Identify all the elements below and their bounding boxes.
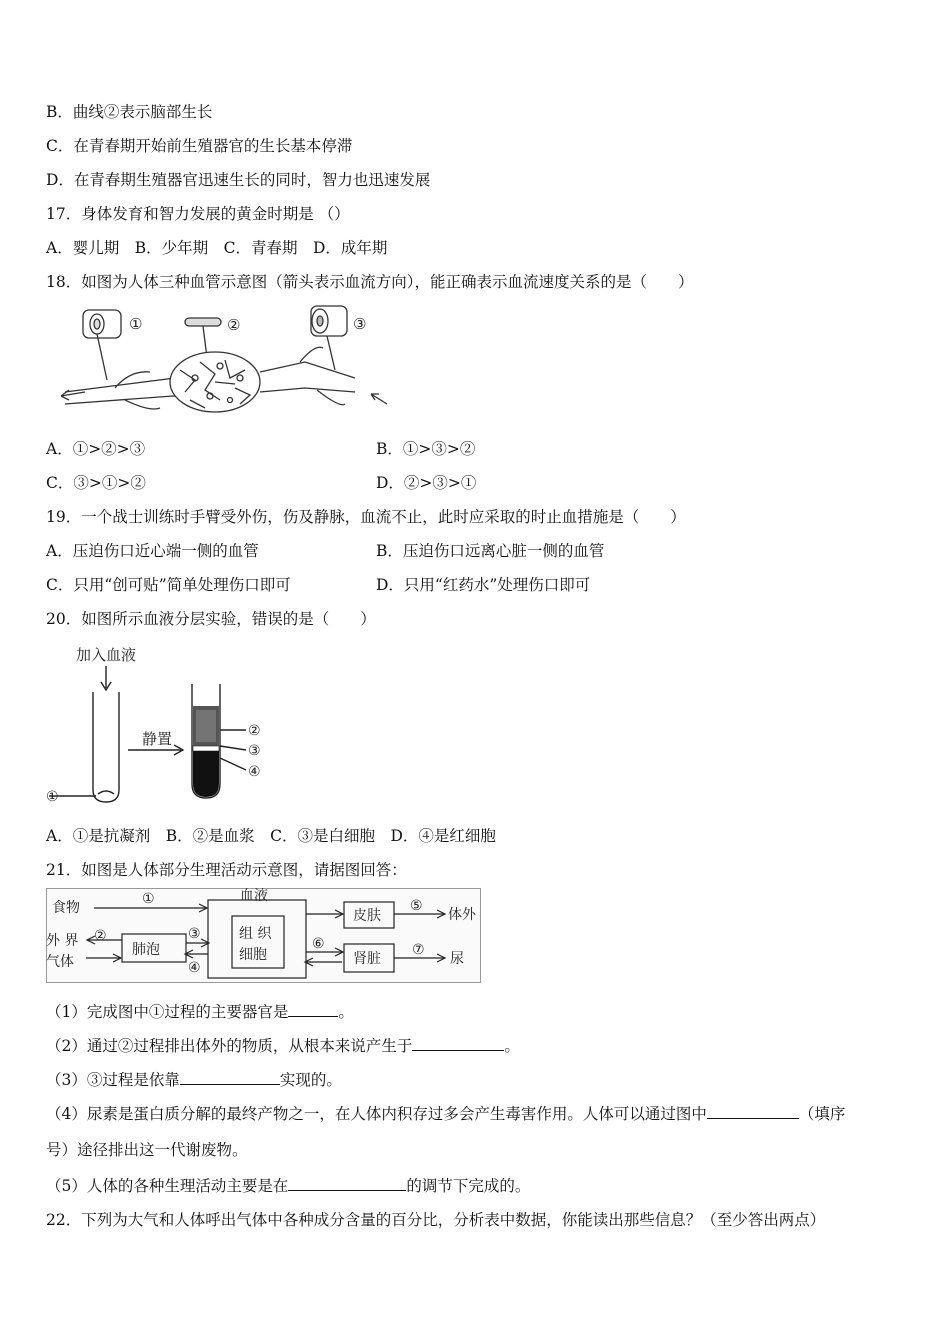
q21-sub-4 [46, 1104, 845, 1124]
process-7-label: ⑦ [412, 942, 425, 958]
q21-sub-4-text: （4）尿素是蛋白质分解的最终产物之一，在人体内积存过多会产生毒害作用。人体可以通过图中 [46, 1105, 707, 1123]
body-out-label: 体外 [448, 907, 476, 923]
q21-sub-1-end: 。 [338, 1003, 354, 1021]
answer-blank-1[interactable] [288, 1002, 338, 1017]
q21-sub-5-text: （5）人体的各种生理活动主要是在 [46, 1177, 289, 1195]
q22-stem: 22．下列为大气和人体呼出气体中各种成分含量的百分比，分析表中数据，你能读出那些信息？（至少答出两点） [46, 1211, 826, 1229]
layer-label-1: ① [46, 789, 59, 805]
q21-sub-4-end: （填序 [798, 1105, 846, 1123]
answer-blank-3[interactable] [180, 1070, 280, 1085]
q18-stem: 18．如图为人体三种血管示意图（箭头表示血流方向），能正确表示血流速度关系的是（ ） [46, 273, 694, 291]
lungs-label: 肺泡 [132, 942, 160, 958]
vessel-label-1: ① [129, 315, 143, 333]
red-cell-layer [193, 751, 219, 797]
blood-vessel-figure [55, 300, 395, 420]
q16-option-c: C．在青春期开始前生殖器官的生长基本停滞 [46, 137, 353, 155]
layer-label-4: ④ [248, 764, 261, 780]
tissue-label-1: 组 织 [239, 926, 272, 942]
q18-option-row-1 [46, 439, 476, 459]
outside-air-label-1: 外 界 [46, 933, 79, 949]
white-cell-layer [193, 746, 219, 751]
q17-stem: 17．身体发育和智力发展的黄金时期是 （） [46, 205, 350, 223]
blood-label: 血液 [240, 888, 268, 904]
q18-option-row-2 [46, 473, 477, 493]
q19-option-c: C．只用“创可贴”简单处理伤口即可 [46, 576, 291, 594]
q21-sub-2-end: 。 [504, 1037, 520, 1055]
q21-sub-2 [46, 1036, 520, 1056]
q18-option-a: A．①>②>③ [46, 440, 146, 458]
layer-label-3: ③ [248, 743, 261, 759]
q19-stem: 19．一个战士训练时手臂受外伤，伤及静脉，血流不止，此时应采取的时止血措施是（ ） [46, 508, 686, 526]
q21-sub-1 [46, 1002, 354, 1022]
urine-label: 尿 [450, 951, 464, 967]
q19-option-row-1 [46, 541, 605, 561]
process-1-label: ① [142, 891, 155, 907]
q19-option-a: A．压迫伤口近心端一侧的血管 [46, 542, 259, 560]
q21-stem: 21．如图是人体部分生理活动示意图，请据图回答： [46, 861, 407, 879]
process-6-label: ⑥ [312, 936, 325, 952]
q21-sub-4-cont: 号）途径排出这一代谢废物。 [46, 1141, 248, 1159]
vessel-2-section [185, 318, 221, 326]
q18-option-b: B．①>③>② [376, 440, 476, 458]
q19-option-row-2 [46, 575, 591, 595]
q19-option-d: D．只用“红药水”处理伤口即可 [376, 576, 591, 594]
q16-option-d: D．在青春期生殖器官迅速生长的同时，智力也迅速发展 [46, 171, 431, 189]
q18-option-d: D．②>③>① [376, 474, 477, 492]
food-label: 食物 [52, 900, 80, 916]
q20-options: A．①是抗凝剂 B．②是血浆 C．③是白细胞 D．④是红细胞 [46, 827, 496, 845]
q21-sub-3-end: 实现的。 [279, 1071, 342, 1089]
process-5-label: ⑤ [410, 898, 423, 914]
vessel-label-2: ② [227, 316, 241, 334]
skin-label: 皮肤 [353, 908, 381, 924]
answer-blank-5[interactable] [288, 1176, 406, 1191]
blood-layer-figure [46, 640, 286, 810]
settle-label: 静置 [142, 730, 173, 748]
left-test-tube [93, 692, 119, 802]
q21-sub-1-text: （1）完成图中①过程的主要器官是 [46, 1003, 289, 1021]
q21-sub-5-end: 的调节下完成的。 [406, 1177, 531, 1195]
q21-sub-2-text: （2）通过②过程排出体外的物质，从根本来说产生于 [46, 1037, 413, 1055]
layer-label-2: ② [248, 723, 261, 739]
q20-stem: 20．如图所示血液分层实验，错误的是（ ） [46, 610, 376, 628]
process-2-label: ② [94, 928, 107, 944]
q18-option-c: C．③>①>② [46, 474, 146, 492]
q21-sub-3 [46, 1070, 342, 1090]
outside-air-label-2: 气体 [46, 954, 74, 970]
q21-sub-5 [46, 1176, 530, 1196]
answer-blank-2[interactable] [412, 1036, 504, 1051]
tissue-label-2: 细胞 [239, 947, 267, 963]
q19-option-b: B．压迫伤口远离心脏一侧的血管 [376, 542, 605, 560]
physiology-diagram [46, 888, 482, 984]
process-4-label: ④ [188, 960, 201, 976]
process-3-label: ③ [188, 926, 201, 942]
add-blood-label: 加入血液 [76, 646, 137, 664]
answer-blank-4[interactable] [707, 1104, 799, 1119]
q21-sub-3-text: （3）③过程是依靠 [46, 1071, 180, 1089]
vessel-label-3: ③ [353, 315, 367, 333]
q16-option-b: B．曲线②表示脑部生长 [46, 103, 213, 121]
kidney-label: 肾脏 [353, 951, 381, 967]
q17-options: A．婴儿期 B．少年期 C．青春期 D．成年期 [46, 239, 388, 257]
